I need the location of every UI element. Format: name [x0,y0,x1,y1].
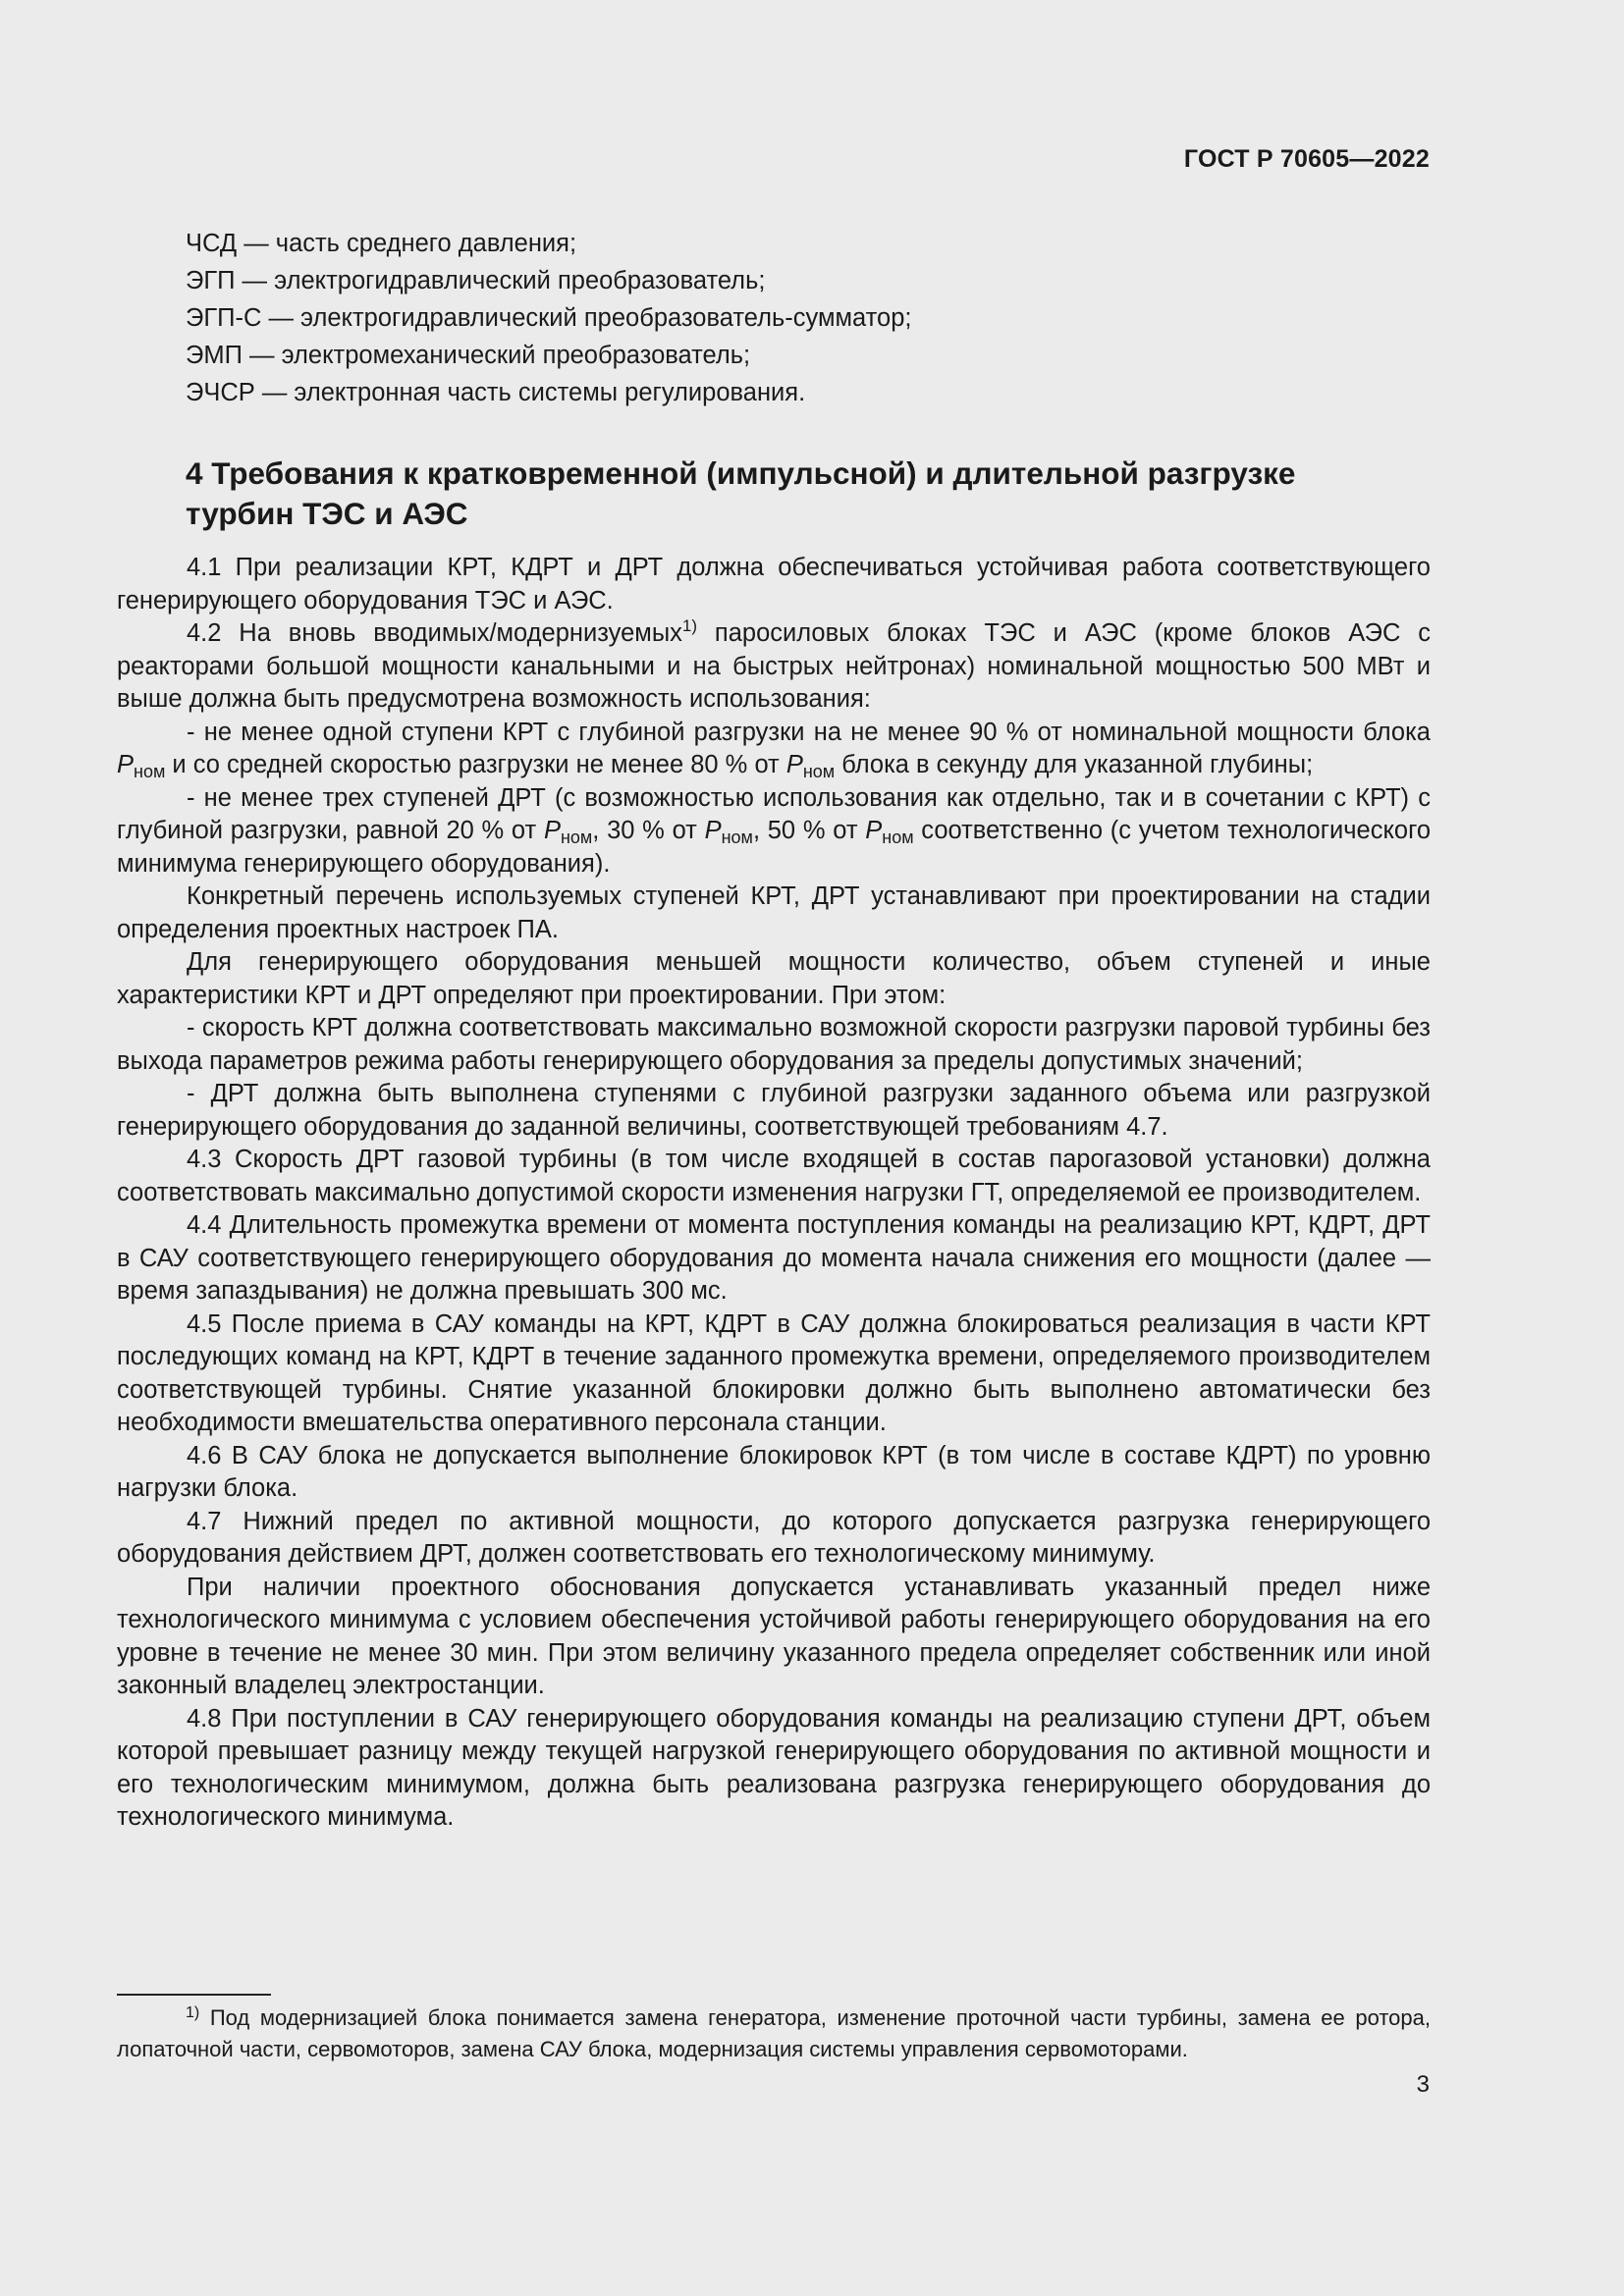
symbol-p: P [704,817,722,844]
list-item: - скорость КРТ должна соответствовать максимально возможной скорости разгрузки паровой турбины без выхода параметров режима работы генерирующего оборудования за пределы допустимых значений; [117,1014,1431,1075]
paragraph-4-7-note: При наличии проектного обоснования допускается устанавливать указанный предел ниже технологического минимума с условием обеспечения устойчивой работы генерирующего оборудования на его уровне в течение не менее 30 мин. При этом величину указанного предела определяет собственник или иной законный владелец электростанции. [117,1573,1431,1699]
abbreviation-item: ЭГП-С — электрогидравлический преобразователь-сумматор; [186,304,912,332]
footnote-ref[interactable]: 1) [681,616,698,635]
text-run: соответственно (с учетом технологического минимума генерирующего оборудования). [117,817,1432,878]
abbreviation-item: ЭМП — электромеханический преобразователь; [186,342,751,369]
list-item [117,782,1431,881]
document-code: ГОСТ Р 70605—2022 [1183,145,1430,173]
paragraph-4-2 [117,617,1431,717]
list-item [117,717,1431,782]
text-run: 4.2 На вновь вводимых/модернизуемых [187,619,682,647]
text-run: паросиловых блоках ТЭС и АЭС (кроме блоков АЭС с реакторами большой мощности канальными и на быстрых нейтронах) номинальной мощностью 500 МВт и выше должна быть предусмотрена возможность использования: [117,619,1431,713]
abbreviation-item: ЭГП — электрогидравлический преобразователь; [186,267,766,294]
abbreviation-item: ЭЧСР — электронная часть системы регулирования. [186,379,806,406]
symbol-p: P [865,817,883,844]
section-title-line: 4 Требования к кратковременной (импульсной) и длительной разгрузке [186,455,1296,491]
symbol-p: P [117,751,135,778]
text-run: - не менее одной ступени КРТ с глубиной разгрузки на не менее 90 % от номинальной мощности блока [187,718,1431,746]
text-run: и со средней скоростью разгрузки не менее 80 % от [165,751,786,778]
subscript-nom: ном [882,828,914,847]
paragraph-concrete-list: Конкретный перечень используемых ступеней КРТ, ДРТ устанавливают при проектировании на стадии определения проектных настроек ПА. [117,882,1431,943]
subscript-nom: ном [560,828,593,847]
page-number: 3 [1416,2071,1430,2098]
footnote-mark: 1) [186,2004,200,2021]
paragraph-lower-power: Для генерирующего оборудования меньшей мощности количество, объем ступеней и иные характеристики КРТ и ДРТ определяют при проектировании. При этом: [117,948,1431,1009]
paragraph-4-5: 4.5 После приема в САУ команды на КРТ, КДРТ в САУ должна блокироваться реализация в части КРТ последующих команд на КРТ, КДРТ в течение заданного промежутка времени, определяемого производителем соответствующей турбины. Снятие указанной блокировки должно быть выполнено автоматически без необходимости вмешательства оперативного персонала станции. [117,1309,1431,1436]
paragraph-4-4: 4.4 Длительность промежутка времени от момента поступления команды на реализацию КРТ, КДРТ, ДРТ в САУ соответствующего генерирующего оборудования до момента начала снижения его мощности (далее — время запаздывания) не должна превышать 300 мс. [117,1211,1431,1305]
footnote-separator [117,1994,271,1996]
paragraph-4-3: 4.3 Скорость ДРТ газовой турбины (в том числе входящей в состав парогазовой установки) должна соответствовать максимально допустимой скорости изменения нагрузки ГТ, определяемой ее производителем. [117,1146,1431,1206]
footnote-text: Под модернизацией блока понимается замена генератора, изменение проточной части турбины, замена ее ротора, лопаточной части, сервомоторов, замена САУ блока, модернизация системы управления сервомоторами. [117,2005,1431,2061]
symbol-p: P [543,817,561,844]
footnote [117,2002,1431,2065]
list-item: - ДРТ должна быть выполнена ступенями с глубиной разгрузки заданного объема или разгрузкой генерирующего оборудования до заданной величины, соответствующей требованиям 4.7. [117,1080,1431,1141]
text-run: , 30 % от [592,817,705,844]
subscript-nom: ном [721,828,753,847]
text-run: - не менее трех ступеней ДРТ (с возможностью использования как отдельно, так и в сочетании с КРТ) с глубиной разгрузки, равной 20 % от [117,783,1431,844]
text-run: блока в секунду для указанной глубины; [835,751,1314,778]
abbreviation-list [186,225,1430,411]
section-body [117,552,1431,1835]
text-run: , 50 % от [752,817,866,844]
subscript-nom: ном [802,762,836,781]
abbreviation-item: ЧСД — часть среднего давления; [186,230,577,257]
paragraph-4-7: 4.7 Нижний предел по активной мощности, до которого допускается разгрузка генерирующего оборудования действием ДРТ, должен соответствовать его технологическому минимуму. [117,1507,1431,1568]
symbol-p: P [785,751,803,778]
section-title-line: турбин ТЭС и АЭС [186,496,468,531]
paragraph-4-6: 4.6 В САУ блока не допускается выполнение блокировок КРТ (в том числе в составе КДРТ) по уровню нагрузки блока. [117,1441,1431,1502]
paragraph-4-8: 4.8 При поступлении в САУ генерирующего оборудования команды на реализацию ступени ДРТ, объем которой превышает разницу между текущей нагрузкой генерирующего оборудования по активной мощности и его технологическим минимумом, должна быть реализована разгрузка генерирующего оборудования до технологического минимума. [117,1704,1431,1831]
subscript-nom: ном [134,762,166,781]
section-title [186,454,1430,534]
paragraph-4-1: 4.1 При реализации КРТ, КДРТ и ДРТ должна обеспечиваться устойчивая работа соответствующего генерирующего оборудования ТЭС и АЭС. [117,554,1431,614]
